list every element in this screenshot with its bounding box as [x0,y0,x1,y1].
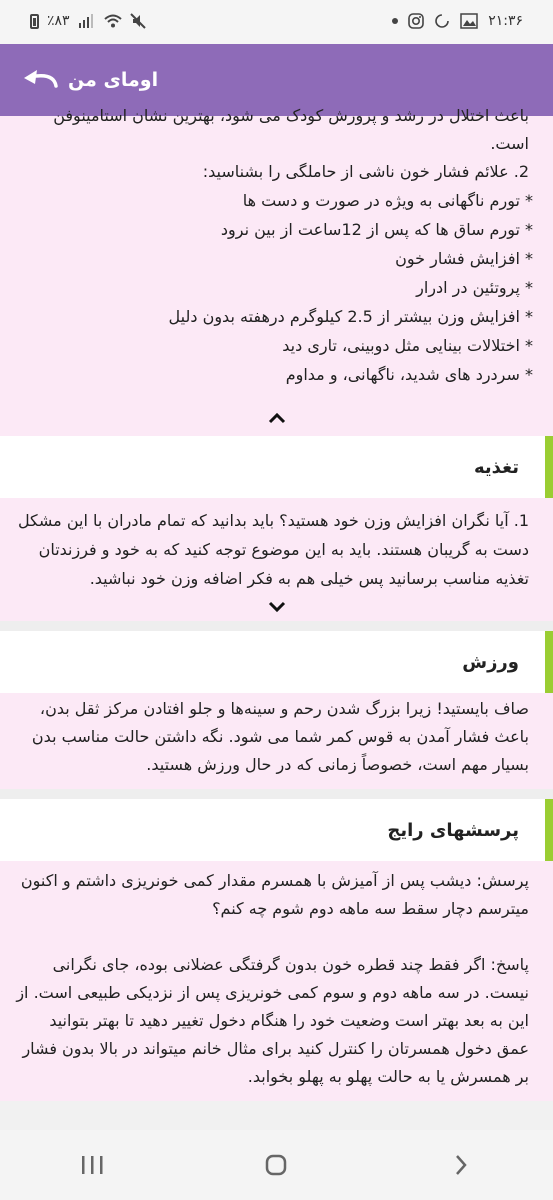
symptom-list [0,186,553,389]
content-area[interactable] [0,106,553,1130]
nav-back-icon [453,1153,469,1177]
nav-back-button[interactable] [421,1140,501,1190]
gallery-icon [460,13,478,29]
notification-dot-icon [392,18,398,24]
mute-icon [130,13,146,29]
line-est: است. [490,134,529,153]
list-item: * اختلالات بینایی مثل دوبینی، تاری دید [282,336,533,355]
nutrition-panel [0,498,553,621]
battery-icon [30,14,39,29]
exercise-text: صاف بایستید! زیرا بزرگ شدن رحم و سینه‌ها و جلو افتادن مرکز ثقل بدن، باعث فشار آمدن به قوس کمر شما می شود. نگه داشتن حالت مناسب بدن بسیار مهم است، خصوصاً زمانی که در حال ورزش هستید. [31,699,529,774]
list-item: * پروتئین در ادرار [416,278,533,297]
spacer [0,923,553,951]
nutrition-text: 1. آیا نگران افزایش وزن خود هستید؟ باید بدانید که تمام مادران با این مشکل دست به گریبان هستند. باید به این موضوع توجه کنید که به خود و فرزندتان تغذیه مناسب برسانید پس خیلی هم به فکر اضافه وزن خود نباشید. [17,511,529,588]
home-button[interactable] [236,1140,316,1190]
partial-line: باعث اختلال در رشد و پرورش کودک می شود، بهترین نشان استامینوفن [53,106,529,125]
wifi-icon [104,14,122,28]
recents-icon [80,1154,104,1176]
list-item: * تورم ناگهانی به ویژه در صورت و دست ها [242,191,533,210]
battery-level: ٪۸۳ [47,13,70,29]
exercise-panel [0,693,553,789]
app-title: اومای من [68,69,159,91]
chevron-up-icon [268,412,286,424]
divider [0,621,553,631]
status-left [30,12,146,30]
back-arrow-icon [20,69,58,91]
list-item: * سردرد های شدید، ناگهانی، و مداوم [285,365,533,384]
pregnancy-tips-panel [0,106,553,436]
signal-icon [78,14,96,28]
section-header-nutrition[interactable] [0,436,553,498]
section-title: ورزش [462,651,519,673]
collapse-button[interactable] [0,400,553,436]
clock: ۲۱:۳۶ [488,13,523,29]
recents-button[interactable] [52,1140,132,1190]
status-right [392,12,523,30]
instagram-icon [408,13,424,29]
section-title: تغذیه [474,456,519,478]
faq-answer: پاسخ: اگر فقط چند قطره خون بدون گرفتگی عضلانی بوده، جای نگرانی نیست. در سه ماهه دوم و سوم کمی خونریزی پس از نزدیکی طبیعی است. از این به بعد بهتر است وضعیت خود را هنگام دخول تغییر دهید تا بهتر بتوانید عمق دخول همسرتان را کنترل کنید برای مثال خانم میتواند در بالا بدون فشار بر همسرش یا به حالت پهلو به پهلو بخوابد. [16,955,529,1086]
section-title: پرسشهای رایج [387,819,519,841]
status-bar [0,0,553,44]
list-item: * افزایش وزن بیشتر از 2.5 کیلوگرم درهفته بدون دلیل [168,307,533,326]
system-nav-bar [0,1130,553,1200]
sync-icon [434,13,450,29]
faq-question: پرسش: دیشب پس از آمیزش با همسرم مقدار کمی خونریزی داشتم و اکنون میترسم دچار سقط سه ماهه دوم شوم چه کنم؟ [20,871,529,918]
list-item: * افزایش فشار خون [395,249,533,268]
section-header-exercise[interactable] [0,631,553,693]
faq-panel [0,861,553,1101]
section-header-faq[interactable] [0,799,553,861]
divider [0,789,553,799]
chevron-down-icon [268,601,286,613]
back-button[interactable] [20,69,158,91]
expand-button[interactable] [0,593,553,621]
hypertension-heading: 2. علائم فشار خون ناشی از حاملگی را بشناسید: [202,162,529,181]
home-icon [264,1153,288,1177]
list-item: * تورم ساق ها که پس از 12ساعت از بین نرود [220,220,533,239]
